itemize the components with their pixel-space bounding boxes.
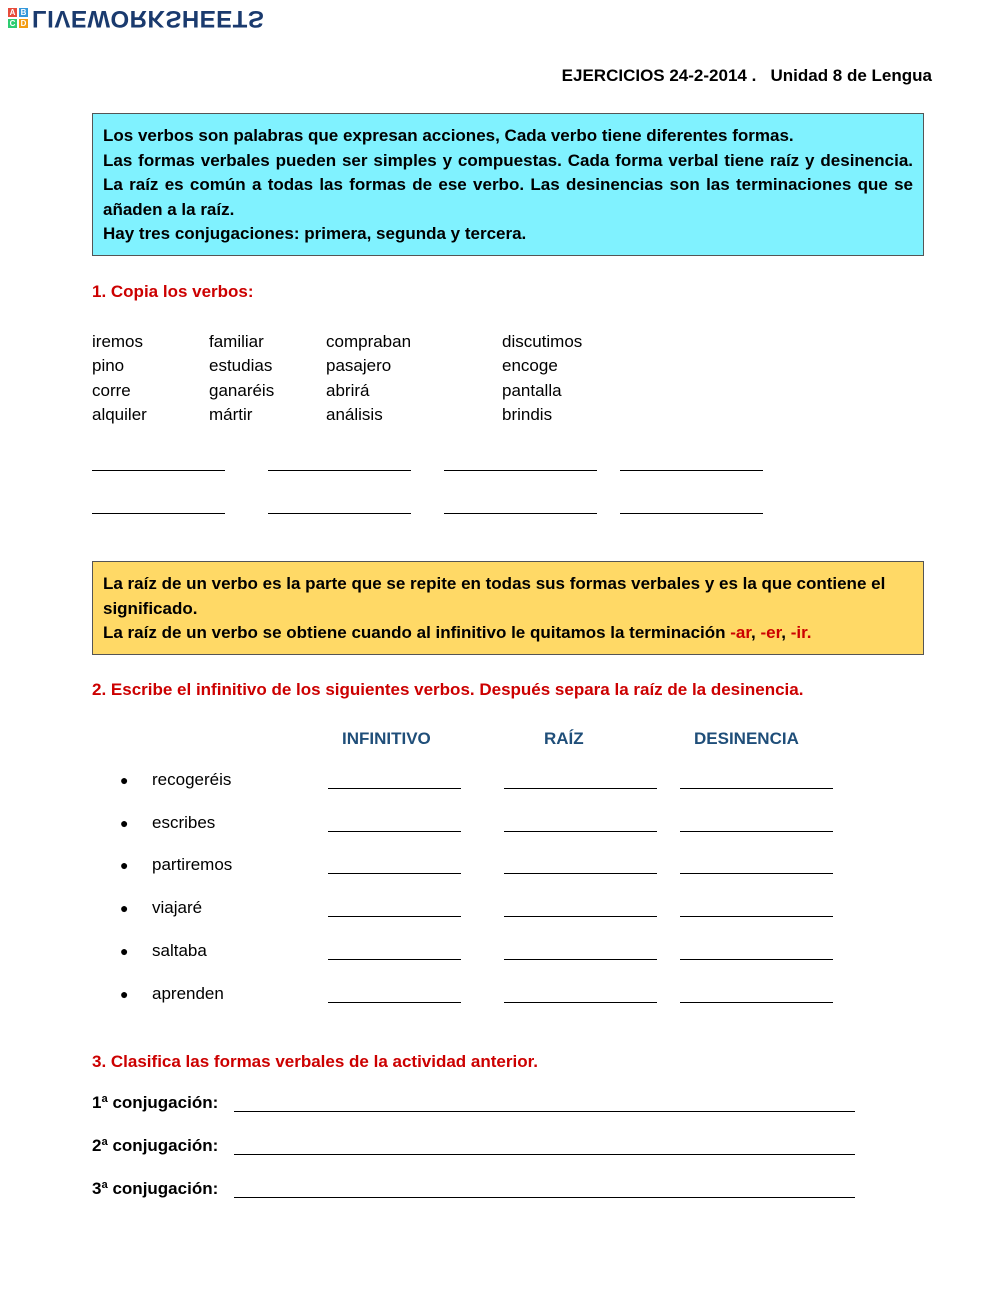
- ending-er: -er: [760, 623, 782, 642]
- word-row: [92, 379, 642, 403]
- word-cell: análisis: [326, 404, 383, 424]
- period: .: [806, 623, 812, 642]
- desinencia-blank[interactable]: [680, 873, 833, 874]
- root-line-2: [103, 621, 913, 646]
- raiz-blank[interactable]: [504, 873, 657, 874]
- conjugation-2-label: 2ª conjugación:: [92, 1136, 219, 1155]
- root-line-1: La raíz de un verbo es la parte que se repite en todas sus formas verbales y es la que contiene el significado.: [103, 574, 886, 618]
- verb-list-item: [120, 855, 232, 875]
- answer-blank[interactable]: [268, 470, 411, 471]
- bullet-icon: ●: [120, 943, 129, 959]
- word-cell: iremos: [92, 332, 144, 351]
- word-row: [92, 330, 642, 354]
- verb-label: escribes: [152, 813, 216, 832]
- intro-line-3: Hay tres conjugaciones: primera, segunda y tercera.: [103, 224, 527, 243]
- conjugation-2-blank[interactable]: [234, 1154, 855, 1155]
- answer-blank[interactable]: [92, 470, 225, 471]
- infinitivo-blank[interactable]: [328, 788, 461, 789]
- bullet-icon: ●: [120, 986, 129, 1002]
- verb-label: recogeréis: [152, 770, 232, 789]
- word-cell: pantalla: [502, 380, 562, 400]
- raiz-blank[interactable]: [504, 788, 657, 789]
- ending-ir: -ir: [790, 623, 807, 642]
- intro-line-2: Las formas verbales pueden ser simples y compuestas. Cada forma verbal tiene raíz y desinencia. La raíz es común a todas las formas de ese verbo. Las desinencias son las terminaciones que se añaden a la raíz.: [103, 150, 913, 219]
- word-cell: discutimos: [502, 332, 583, 351]
- logo-square-a: A: [9, 8, 16, 17]
- desinencia-blank[interactable]: [680, 831, 833, 832]
- verb-list-item: [120, 813, 215, 833]
- answer-blank[interactable]: [444, 470, 597, 471]
- infinitivo-blank[interactable]: [328, 959, 461, 960]
- column-header-desinencia: DESINENCIA: [694, 729, 799, 748]
- conjugation-3-label: 3ª conjugación:: [92, 1179, 219, 1198]
- logo-square-b: B: [20, 8, 27, 17]
- word-cell: pino: [92, 356, 125, 376]
- word-cell: alquiler: [92, 404, 147, 424]
- separator: ,: [751, 623, 761, 642]
- separator: ,: [781, 623, 791, 642]
- exercise-2-title: 2. Escribe el infinitivo de los siguientes verbos. Después separa la raíz de la desinencia.: [92, 680, 804, 699]
- bullet-icon: ●: [120, 815, 129, 831]
- raiz-blank[interactable]: [504, 959, 657, 960]
- exercise-3-title: 3. Clasifica las formas verbales de la actividad anterior.: [92, 1052, 538, 1071]
- word-cell: estudias: [209, 356, 273, 376]
- intro-box: [92, 113, 924, 256]
- word-cell: ganaréis: [209, 380, 275, 400]
- desinencia-blank[interactable]: [680, 788, 833, 789]
- verb-label: saltaba: [152, 941, 207, 960]
- ending-ar: -ar: [730, 623, 752, 642]
- infinitivo-blank[interactable]: [328, 916, 461, 917]
- page-title: EJERCICIOS 24-2-2014 . Unidad 8 de Lengua: [561, 66, 932, 85]
- word-cell: mártir: [209, 404, 253, 424]
- word-cell: compraban: [326, 332, 412, 351]
- word-cell: pasajero: [326, 356, 392, 376]
- conjugation-3-blank[interactable]: [234, 1197, 855, 1198]
- desinencia-blank[interactable]: [680, 1002, 833, 1003]
- intro-line-1: Los verbos son palabras que expresan acciones, Cada verbo tiene diferentes formas.: [103, 126, 794, 145]
- word-row: [92, 354, 642, 378]
- verb-label: partiremos: [152, 855, 233, 874]
- root-info-box: [92, 561, 924, 655]
- answer-blank[interactable]: [444, 513, 597, 514]
- logo-square-d: D: [20, 19, 27, 28]
- bullet-icon: ●: [120, 900, 129, 916]
- conjugation-1-label: 1ª conjugación:: [92, 1093, 219, 1112]
- word-cell: abrirá: [326, 380, 370, 400]
- verb-word-grid: [92, 330, 642, 427]
- bullet-icon: ●: [120, 857, 129, 873]
- word-cell: encoge: [502, 356, 558, 376]
- word-cell: brindis: [502, 404, 553, 424]
- word-cell: familiar: [209, 332, 264, 351]
- verb-list-item: [120, 941, 207, 961]
- infinitivo-blank[interactable]: [328, 831, 461, 832]
- answer-blank[interactable]: [620, 470, 763, 471]
- conjugation-1-blank[interactable]: [234, 1111, 855, 1112]
- raiz-blank[interactable]: [504, 1002, 657, 1003]
- exercise-1-title: 1. Copia los verbos:: [92, 282, 254, 301]
- desinencia-blank[interactable]: [680, 959, 833, 960]
- infinitivo-blank[interactable]: [328, 873, 461, 874]
- verb-label: viajaré: [152, 898, 203, 917]
- answer-blank[interactable]: [268, 513, 411, 514]
- column-header-infinitivo: INFINITIVO: [342, 729, 431, 748]
- answer-blank[interactable]: [620, 513, 763, 514]
- bullet-icon: ●: [120, 772, 129, 788]
- answer-blank[interactable]: [92, 513, 225, 514]
- liveworksheets-logo: [8, 6, 264, 30]
- word-row: [92, 403, 642, 427]
- verb-list-item: [120, 770, 231, 790]
- verb-label: aprenden: [152, 984, 224, 1003]
- logo-text: LIVEWORKSHEETS: [32, 5, 265, 32]
- verb-list-item: [120, 984, 224, 1004]
- infinitivo-blank[interactable]: [328, 1002, 461, 1003]
- word-cell: corre: [92, 380, 131, 400]
- raiz-blank[interactable]: [504, 916, 657, 917]
- root-line-2-text: La raíz de un verbo se obtiene cuando al infinitivo le quitamos la terminación: [103, 623, 731, 642]
- desinencia-blank[interactable]: [680, 916, 833, 917]
- column-header-raiz: RAÍZ: [544, 729, 584, 748]
- verb-list-item: [120, 898, 202, 918]
- raiz-blank[interactable]: [504, 831, 657, 832]
- logo-squares-icon: [8, 8, 28, 28]
- logo-square-c: C: [9, 19, 16, 28]
